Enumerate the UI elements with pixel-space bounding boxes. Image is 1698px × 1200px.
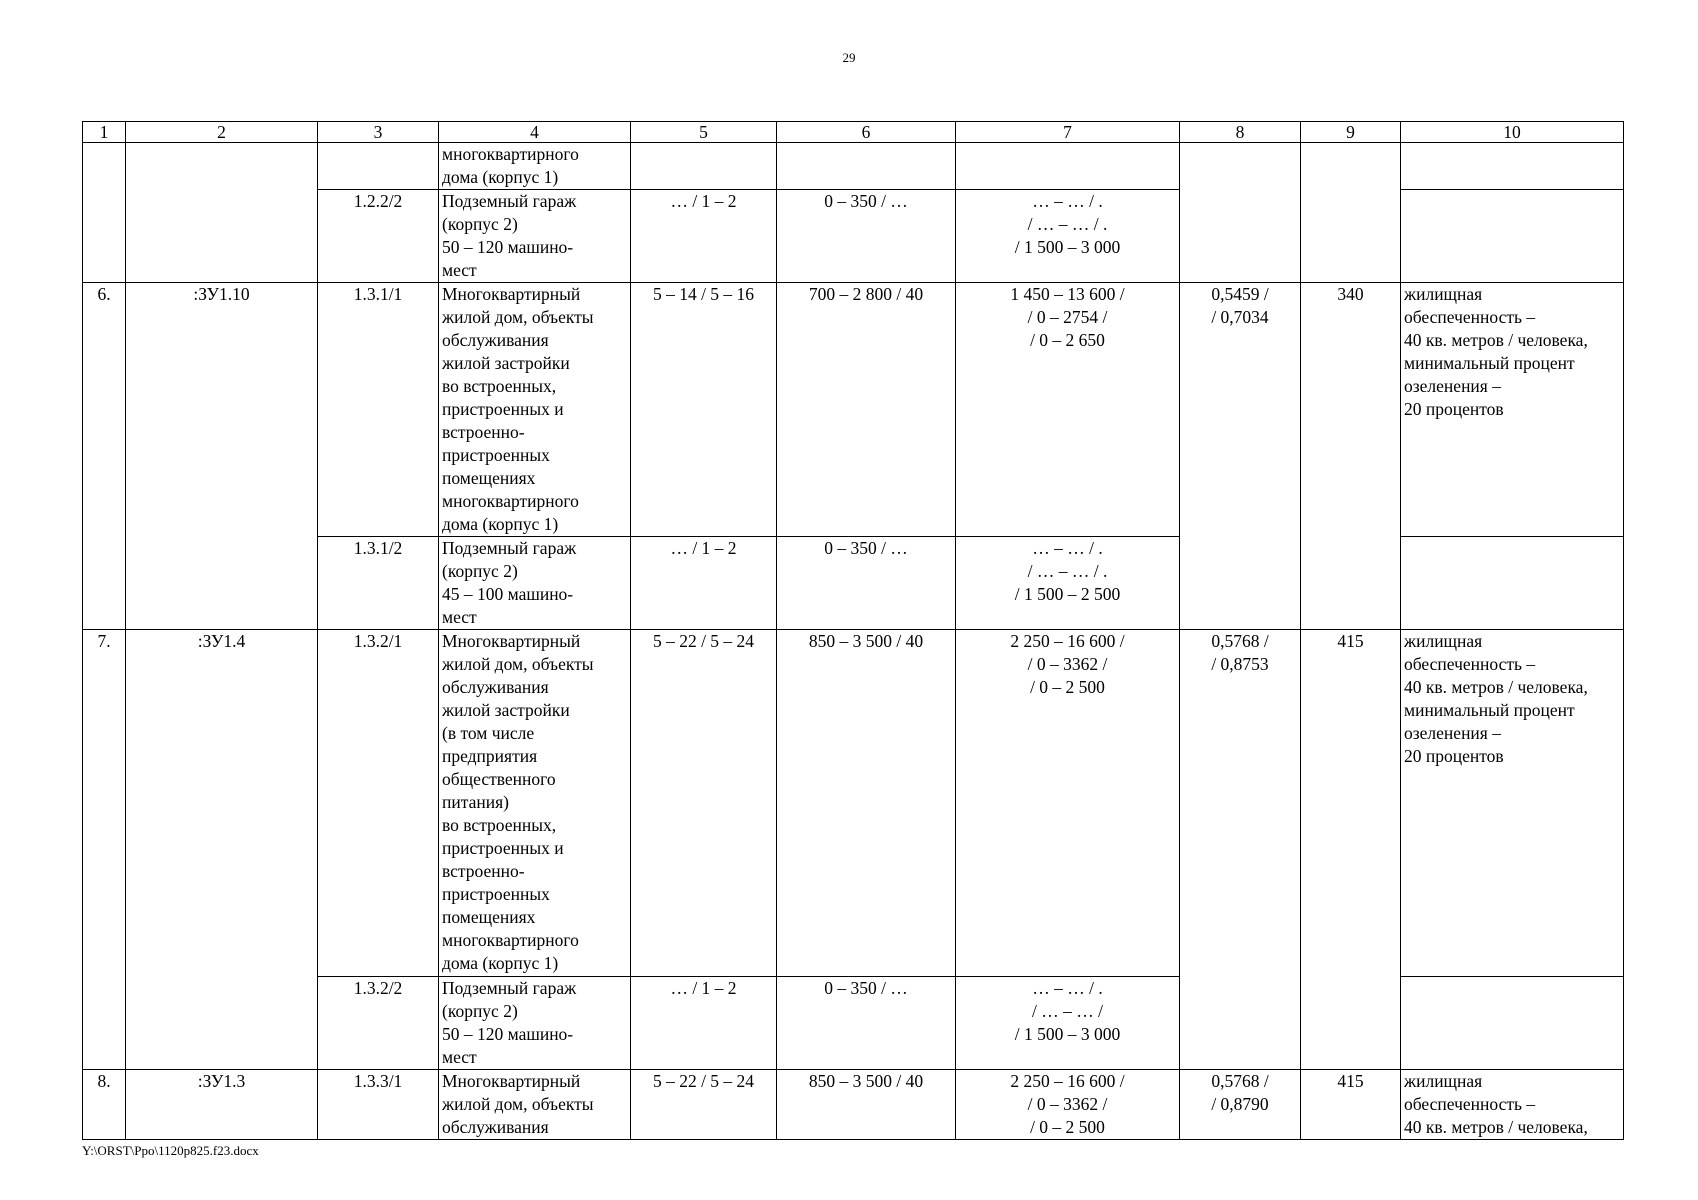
object-code: 1.3.1/2	[318, 537, 439, 630]
header-row	[83, 122, 1624, 143]
header-cell: 5	[631, 122, 777, 143]
table-row	[83, 143, 1624, 190]
table-cell	[777, 143, 956, 190]
object-description: Многоквартирный жилой дом, объекты обслуживания	[439, 1070, 631, 1140]
land-plot-id: :ЗУ1.4	[126, 630, 318, 1070]
row-number: 6.	[83, 283, 126, 630]
land-plot-id: :ЗУ1.10	[126, 283, 318, 630]
object-description: Подземный гараж (корпус 2) 45 – 100 машино- мест	[439, 537, 631, 630]
height-cell: 0 – 350 / …	[777, 537, 956, 630]
population-cell: 340	[1301, 283, 1401, 630]
file-path-footer: Y:\ORST\Ppo\1120p825.f23.docx	[82, 1143, 259, 1158]
area-cell: … – … / . / … – … / / 1 500 – 3 000	[956, 977, 1180, 1070]
regulation-table	[82, 121, 1624, 1140]
header-cell: 3	[318, 122, 439, 143]
area-cell: 1 450 – 13 600 / / 0 – 2754 / / 0 – 2 650	[956, 283, 1180, 537]
object-description: Подземный гараж (корпус 2) 50 – 120 машино- мест	[439, 190, 631, 283]
header-cell: 7	[956, 122, 1180, 143]
table-cell	[83, 143, 126, 283]
floors-cell: … / 1 – 2	[631, 537, 777, 630]
header-cell: 9	[1301, 122, 1401, 143]
notes-cell: жилищная обеспеченность – 40 кв. метров / человека, минимальный процент озеленения – 20 процентов	[1401, 283, 1624, 537]
table-cell	[631, 143, 777, 190]
table-cell	[1180, 143, 1301, 283]
floors-cell: … / 1 – 2	[631, 977, 777, 1070]
floors-cell: 5 – 22 / 5 – 24	[631, 1070, 777, 1140]
object-code: 1.3.2/1	[318, 630, 439, 977]
table-cell	[1401, 143, 1624, 190]
header-cell: 2	[126, 122, 318, 143]
floors-cell: 5 – 22 / 5 – 24	[631, 630, 777, 977]
table-row	[83, 283, 1624, 537]
table-row	[83, 1070, 1624, 1140]
table-cell	[318, 143, 439, 190]
table-row	[83, 630, 1624, 977]
table-cell	[1401, 977, 1624, 1070]
table-cell	[1401, 537, 1624, 630]
object-code: 1.3.3/1	[318, 1070, 439, 1140]
area-cell: 2 250 – 16 600 / / 0 – 3362 / / 0 – 2 500	[956, 1070, 1180, 1140]
row-number: 7.	[83, 630, 126, 1070]
header-cell: 4	[439, 122, 631, 143]
notes-cell: жилищная обеспеченность – 40 кв. метров / человека, минимальный процент озеленения – 20 процентов	[1401, 630, 1624, 977]
land-plot-id: :ЗУ1.3	[126, 1070, 318, 1140]
area-cell: 2 250 – 16 600 / / 0 – 3362 / / 0 – 2 500	[956, 630, 1180, 977]
area-cell: … – … / . / … – … / . / 1 500 – 2 500	[956, 537, 1180, 630]
density-cell: 0,5768 / / 0,8753	[1180, 630, 1301, 1070]
row-number: 8.	[83, 1070, 126, 1140]
object-description: многоквартирного дома (корпус 1)	[439, 143, 631, 190]
height-cell: 850 – 3 500 / 40	[777, 630, 956, 977]
population-cell: 415	[1301, 630, 1401, 1070]
density-cell: 0,5459 / / 0,7034	[1180, 283, 1301, 630]
height-cell: 0 – 350 / …	[777, 977, 956, 1070]
floors-cell: … / 1 – 2	[631, 190, 777, 283]
page-number: 29	[842, 50, 856, 65]
table-cell	[1401, 190, 1624, 283]
notes-cell: жилищная обеспеченность – 40 кв. метров / человека,	[1401, 1070, 1624, 1140]
header-cell: 10	[1401, 122, 1624, 143]
table-cell	[1301, 143, 1401, 283]
density-cell: 0,5768 / / 0,8790	[1180, 1070, 1301, 1140]
population-cell: 415	[1301, 1070, 1401, 1140]
header-cell: 1	[83, 122, 126, 143]
object-description: Многоквартирный жилой дом, объекты обслуживания жилой застройки (в том числе предприятия общественного питания) во встроенных, пристроенных и встроенно- пристроенных помещениях многоквартирного дома (корпус 1)	[439, 630, 631, 977]
object-code: 1.2.2/2	[318, 190, 439, 283]
header-cell: 6	[777, 122, 956, 143]
height-cell: 0 – 350 / …	[777, 190, 956, 283]
floors-cell: 5 – 14 / 5 – 16	[631, 283, 777, 537]
height-cell: 850 – 3 500 / 40	[777, 1070, 956, 1140]
object-description: Подземный гараж (корпус 2) 50 – 120 машино- мест	[439, 977, 631, 1070]
height-cell: 700 – 2 800 / 40	[777, 283, 956, 537]
object-code: 1.3.1/1	[318, 283, 439, 537]
table-cell	[956, 143, 1180, 190]
header-cell: 8	[1180, 122, 1301, 143]
object-description: Многоквартирный жилой дом, объекты обслуживания жилой застройки во встроенных, пристроенных и встроенно- пристроенных помещениях многоквартирного дома (корпус 1)	[439, 283, 631, 537]
table-cell	[126, 143, 318, 283]
area-cell: … – … / . / … – … / . / 1 500 – 3 000	[956, 190, 1180, 283]
object-code: 1.3.2/2	[318, 977, 439, 1070]
